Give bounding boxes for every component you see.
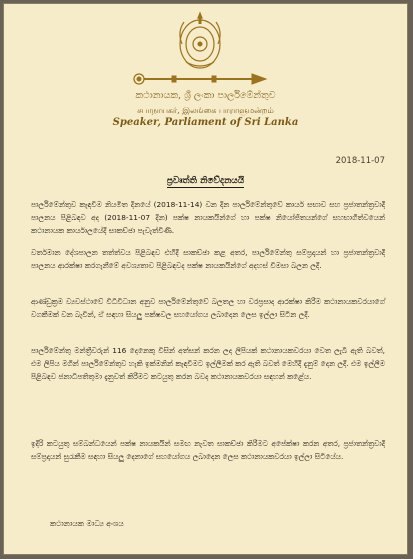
ceremonial-mace-icon [132, 72, 272, 86]
parliament-emblem-icon [172, 10, 228, 72]
paragraph-4: පාර්ලිමේන්තු මන්ත්‍රීවරුන් 116 දෙනෙකු විසින් අත්සන් කරන ලද ලිපියක් කථානායකවරයා වෙත ලැබී ඇති බවත්, එම ලිපිය මගින් පාර්ලිමේන්තුව හැකි ඉක්මනින් කැඳවීමට ඉල්ලීමක් කර ඇති බවත් මෙහිදී දැනුම් දෙන ලදී. එම ඉල්ලීම පිළිබඳව ජනාධිපතිතුමා දැනුවත් කිරීමට කටයුතු කරන බවද කථානායකවරයා සඳහන් කළේය. [31, 346, 385, 381]
signature-line: කථානායක මාධ්‍ය අංශය [50, 519, 124, 528]
paragraph-2: වර්තමාන දේශපාලන තත්ත්වය පිළිබඳව එහිදී සාකච්ඡා කළ අතර, පාර්ලිමේන්තු සම්ප්‍රදායන් හා ප්‍රජාතන්ත්‍රවාදී පාලනය ආරක්ෂා කරගැනීමේ අවශ්‍යතාව පිළිබඳවද පක්ෂ නායකයින්ගේ අදහස් විමසා බලන ලදී. [31, 248, 385, 270]
paragraph-3: ආණ්ඩුක්‍රම ව්‍යවස්ථාවේ විධිවිධාන අනුව පාර්ලිමේන්තුවේ බලතල හා වරප්‍රසාද ආරක්ෂා කිරීම කථානායකවරයාගේ වගකීමක් වන බැවින්, ඒ සඳහා සියලු පක්ෂවල සහයෝගය ලබාදෙන ලෙස ඉල්ලා සිටින ලදී. [31, 297, 385, 319]
paragraph-5: ඉදිරි කටයුතු සම්බන්ධයෙන් පක්ෂ නායකයින් සමඟ නැවත සාකච්ඡා කිරීමට අපේක්ෂා කරන අතර, ප්‍රජාතන්ත්‍රවාදී සම්ප්‍රදායන් සුරැකීම සඳහා සියලු දෙනාගේ සහයෝගය ලබාදෙන ලෙස කථානායකවරයා ඉල්ලා සිටියේය. [31, 439, 385, 461]
org-name-tamil: சபாநாயகர், இலங்கை பாராளுமன்றம் [137, 106, 274, 115]
document-date: 2018-11-07 [335, 156, 385, 166]
org-name-english: Speaker, Parliament of Sri Lanka [112, 117, 299, 128]
document-page [3, 3, 408, 555]
paragraph-1: පාර්ලිමේන්තුව කැඳවීම නියමිත දිනයේ (2018-11-14) වන දින පාර්ලිමේන්තුවේ කාර්ය සභාව සහ ප්‍රජාතන්ත්‍රවාදී පාලනය පිළිබඳව අද (2018-11-07 දින) පක්ෂ නායකයින්ගේ හා පක්ෂ නියෝජිතයන්ගේ සහභාගිත්වයෙන් කථානායක කාර්යාලයේදී සාකච්ඡා පැවැත්විණි. [31, 200, 385, 235]
document-title [4, 176, 407, 186]
document-title-text: ප්‍රවෘත්ති නිවේදනයයි [166, 176, 245, 186]
org-name-sinhala: කථානායක, ශ්‍රී ලංකා පාර්ලිමේන්තුව [135, 90, 276, 101]
